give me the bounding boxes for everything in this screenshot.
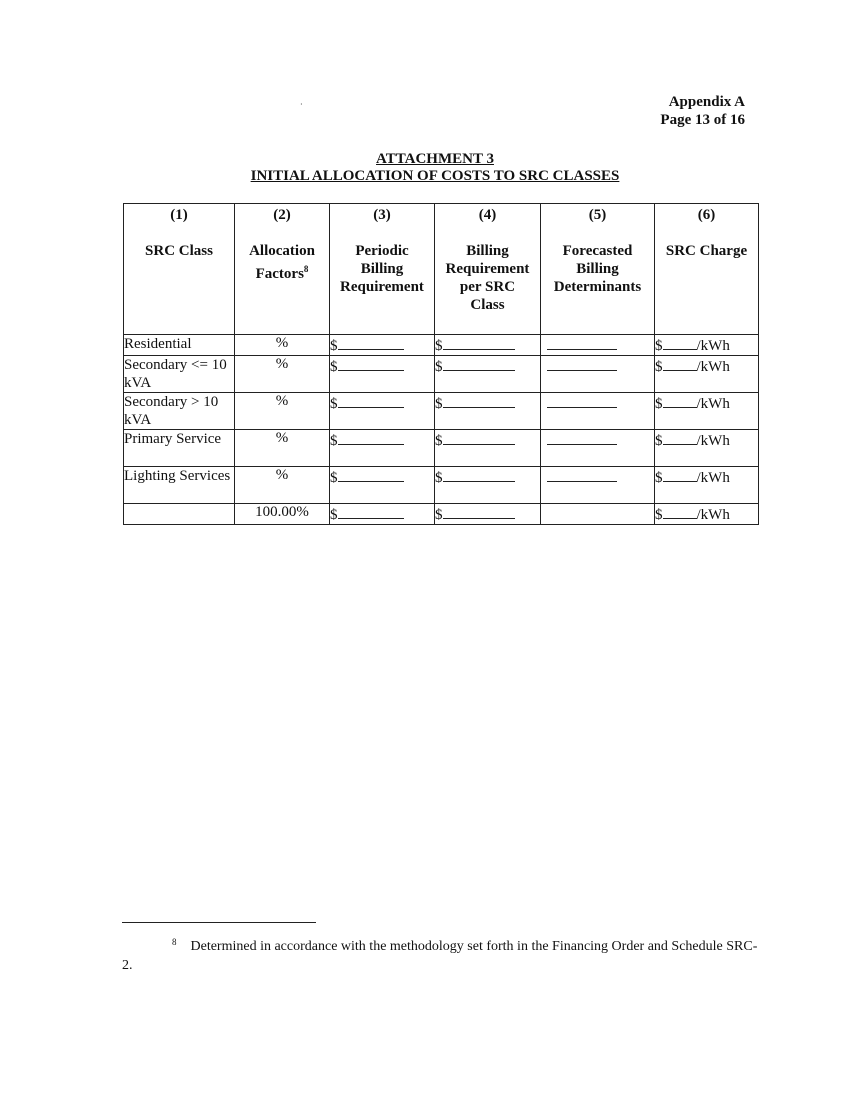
footnote-divider [122, 922, 316, 923]
table-header-row [124, 204, 759, 335]
table-row [124, 467, 759, 504]
appendix-label: Appendix A [668, 94, 745, 110]
src-charge-cell: $ /kWh [655, 335, 759, 356]
src-charge-cell: $ /kWh [655, 430, 759, 467]
src-charge-total-cell: $ /kWh [655, 504, 759, 525]
allocation-cell: % [235, 430, 330, 467]
billing-requirement-cell: $ [435, 430, 541, 467]
src-charge-cell: $ /kWh [655, 393, 759, 430]
appendix-header [660, 93, 745, 129]
header-allocation-factors: (2) Allocation Factors$^8$ [235, 204, 330, 335]
footnote-text: Determined in accordance with the methodology set forth in the Financing Order and Schedule SRC-2. [122, 939, 758, 973]
page-number: Page 13 of 16 [660, 112, 745, 128]
periodic-billing-cell: $ [330, 393, 435, 430]
src-class-cell: Residential [124, 335, 235, 356]
allocation-cell: % [235, 467, 330, 504]
src-class-cell: Secondary > 10 kVA [124, 393, 235, 430]
allocation-cell: % [235, 356, 330, 393]
forecasted-cell [541, 467, 655, 504]
table-total-row [124, 504, 759, 525]
forecasted-cell [541, 393, 655, 430]
periodic-billing-cell: $ [330, 356, 435, 393]
attachment-subtitle: INITIAL ALLOCATION OF COSTS TO SRC CLASSES [250, 168, 620, 184]
billing-requirement-cell: $ [435, 393, 541, 430]
forecasted-cell [541, 356, 655, 393]
header-src-charge: (6) SRC Charge [655, 204, 759, 335]
table-row [124, 393, 759, 430]
table-row [124, 356, 759, 393]
stray-mark: · [300, 100, 303, 109]
periodic-billing-cell: $ [330, 467, 435, 504]
periodic-billing-cell: $ [330, 430, 435, 467]
table-row [124, 430, 759, 467]
billing-requirement-total-cell: $ [435, 504, 541, 525]
periodic-billing-total-cell: $ [330, 504, 435, 525]
forecasted-cell [541, 430, 655, 467]
periodic-billing-cell: $ [330, 335, 435, 356]
src-charge-cell: $ /kWh [655, 356, 759, 393]
forecasted-cell [541, 335, 655, 356]
table-row [124, 335, 759, 356]
billing-requirement-cell: $ [435, 356, 541, 393]
attachment-title [0, 151, 849, 185]
footnote-mark: 8 [172, 937, 177, 947]
src-class-cell: Lighting Services [124, 467, 235, 504]
footnote [122, 933, 762, 975]
src-charge-cell: $ /kWh [655, 467, 759, 504]
billing-requirement-cell: $ [435, 335, 541, 356]
allocation-total-cell: 100.00% [235, 504, 330, 525]
attachment-number: ATTACHMENT 3 [376, 151, 494, 167]
allocation-cell: % [235, 393, 330, 430]
billing-requirement-cell: $ [435, 467, 541, 504]
src-class-cell: Secondary <= 10 kVA [124, 356, 235, 393]
header-src-class: (1) SRC Class [124, 204, 235, 335]
src-class-cell: Primary Service [124, 430, 235, 467]
allocation-table [123, 203, 759, 525]
forecasted-total-cell [541, 504, 655, 525]
header-forecasted-determinants: (5) Forecasted Billing Determinants [541, 204, 655, 335]
footnote-ref: 8 [303, 264, 309, 274]
header-periodic-billing: (3) Periodic Billing Requirement [330, 204, 435, 335]
allocation-cell: % [235, 335, 330, 356]
src-class-cell [124, 504, 235, 525]
header-billing-requirement: (4) Billing Requirement per SRC Class [435, 204, 541, 335]
